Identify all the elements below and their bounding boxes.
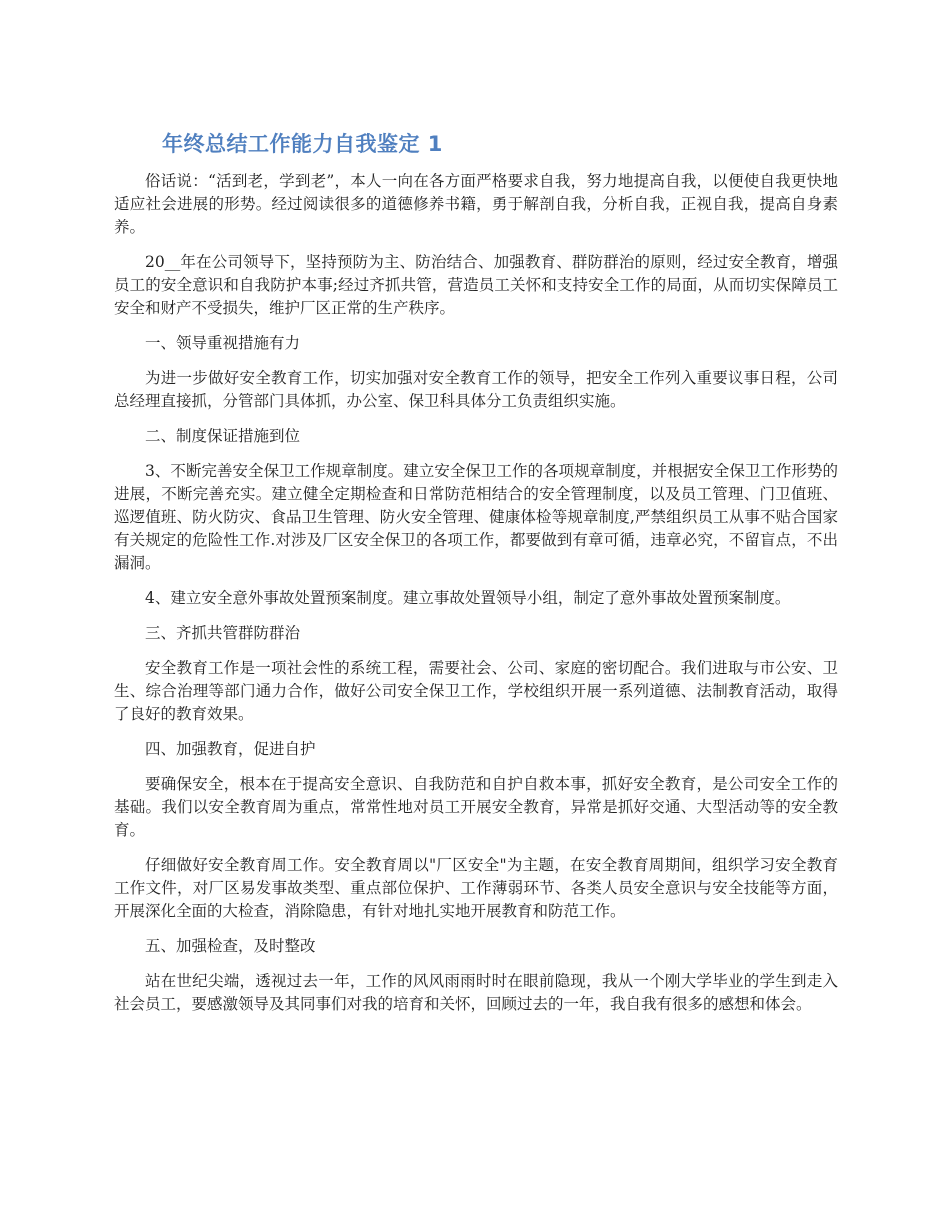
paragraph: 为进一步做好安全教育工作，切实加强对安全教育工作的领导，把安全工作列入重要议事日程，公司总经理直接抓，分管部门具体抓，办公室、保卫科具体分工负责组织实施。 [114, 369, 838, 410]
paragraph: 站在世纪尖端，透视过去一年，工作的风风雨雨时时在眼前隐现，我从一个刚大学毕业的学生到走入社会员工，要感激领导及其同事们对我的培育和关怀，回顾过去的一年，我自我有很多的感想和体会。 [114, 972, 838, 1013]
section-heading: 二、制度保证措施到位 [145, 427, 301, 445]
section-heading: 一、领导重视措施有力 [145, 334, 301, 352]
paragraph: 4、建立安全意外事故处置预案制度。建立事故处置领导小组，制定了意外事故处置预案制度。 [145, 589, 791, 607]
section-heading: 三、齐抓共管群防群治 [145, 624, 301, 642]
paragraph: 安全教育工作是一项社会性的系统工程，需要社会、公司、家庭的密切配合。我们进取与市公安、卫生、综合治理等部门通力合作，做好公司安全保卫工作，学校组织开展一系列道德、法制教育活动，取得了良好的教育效果。 [114, 659, 838, 723]
paragraph: 20__年在公司领导下，坚持预防为主、防治结合、加强教育、群防群治的原则，经过安全教育，增强员工的安全意识和自我防护本事;经过齐抓共管，营造员工关怀和支持安全工作的局面，从而切实保障员工安全和财产不受损失，维护厂区正常的生产秩序。 [114, 253, 838, 317]
document-title: 年终总结工作能力自我鉴定 1 [162, 132, 443, 156]
paragraph: 俗话说：“活到老，学到老”，本人一向在各方面严格要求自我，努力地提高自我，以便使自我更快地适应社会进展的形势。经过阅读很多的道德修养书籍，勇于解剖自我，分析自我，正视自我，提高自身素养。 [114, 172, 838, 236]
document-body [114, 170, 838, 1028]
section-heading: 四、加强教育，促进自护 [145, 740, 316, 758]
paragraph: 3、不断完善安全保卫工作规章制度。建立安全保卫工作的各项规章制度，并根据安全保卫工作形势的进展，不断完善充实。建立健全定期检查和日常防范相结合的安全管理制度，以及员工管理、门卫值班、巡逻值班、防火防灾、食品卫生管理、防火安全管理、健康体检等规章制度,严禁组织员工从事不贴合国家有关规定的危险性工作.对涉及厂区安全保卫的各项工作，都要做到有章可循，违章必究，不留盲点，不出漏洞。 [114, 462, 838, 572]
paragraph: 仔细做好安全教育周工作。安全教育周以"厂区安全"为主题，在安全教育周期间，组织学习安全教育工作文件，对厂区易发事故类型、重点部位保护、工作薄弱环节、各类人员安全意识与安全技能等方面，开展深化全面的大检查，消除隐患，有针对地扎实地开展教育和防范工作。 [114, 856, 838, 920]
paragraph: 要确保安全，根本在于提高安全意识、自我防范和自护自救本事，抓好安全教育，是公司安全工作的基础。我们以安全教育周为重点，常常性地对员工开展安全教育，异常是抓好交通、大型活动等的安全教育。 [114, 775, 838, 839]
section-heading: 五、加强检查，及时整改 [145, 937, 316, 955]
